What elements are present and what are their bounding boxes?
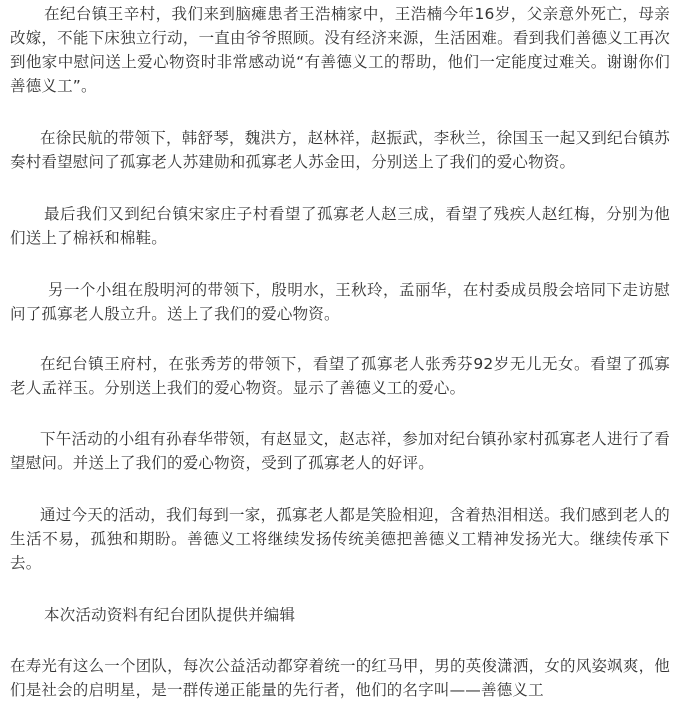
paragraph-sucou-village: 在徐民航的带领下，韩舒琴，魏洪方，赵林祥，赵振武，李秋兰，徐国玉一起又到纪台镇苏奏村看望慰问了孤寡老人苏建勋和孤寡老人苏金田，分别送上了我们的爱心物资。 — [10, 129, 670, 171]
paragraph-summary: 通过今天的活动，我们每到一家，孤寡老人都是笑脸相迎，含着热泪相送。我们感到老人的生活不易，孤独和期盼。善德义工将继续发扬传统美德把善德义工精神发扬光大。继续传承下去。 — [10, 506, 670, 572]
paragraph-team-intro: 在寿光有这么一个团队，每次公益活动都穿着统一的红马甲，男的英俊潇洒，女的风姿飒爽，他们是社会的启明星，是一群传递正能量的先行者，他们的名字叫——善德义工 — [10, 657, 670, 699]
paragraph-wangxin-village: 在纪台镇王辛村，我们来到脑瘫患者王浩楠家中，王浩楠今年16岁，父亲意外死亡，母亲改嫁，不能下床独立行动，一直由爷爷照顾。没有经济来源，生活困难。看到我们善德义工再次到他家中慰问送上爱心物资时非常感动说“有善德义工的帮助，他们一定能度过难关。谢谢你们善德义工”。 — [10, 5, 670, 95]
paragraph-wangfu-village: 在纪台镇王府村，在张秀芳的带领下，看望了孤寡老人张秀芬92岁无儿无女。看望了孤寡老人孟祥玉。分别送上我们的爱心物资。显示了善德义工的爱心。 — [10, 355, 670, 397]
paragraph-songjiazhuangzi-village: 最后我们又到纪台镇宋家庄子村看望了孤寡老人赵三成，看望了残疾人赵红梅，分别为他们送上了棉袄和棉鞋。 — [10, 205, 670, 247]
paragraph-credit: 本次活动资料有纪台团队提供并编辑 — [44, 606, 296, 624]
paragraph-second-group: 另一个小组在殷明河的带领下，殷明水，王秋玲，孟丽华，在村委成员殷会培同下走访慰问了孤寡老人殷立升。送上了我们的爱心物资。 — [10, 281, 670, 323]
paragraph-afternoon-group: 下午活动的小组有孙春华带领，有赵显文，赵志祥，参加对纪台镇孙家村孤寡老人进行了看望慰问。并送上了我们的爱心物资，受到了孤寡老人的好评。 — [10, 430, 670, 472]
